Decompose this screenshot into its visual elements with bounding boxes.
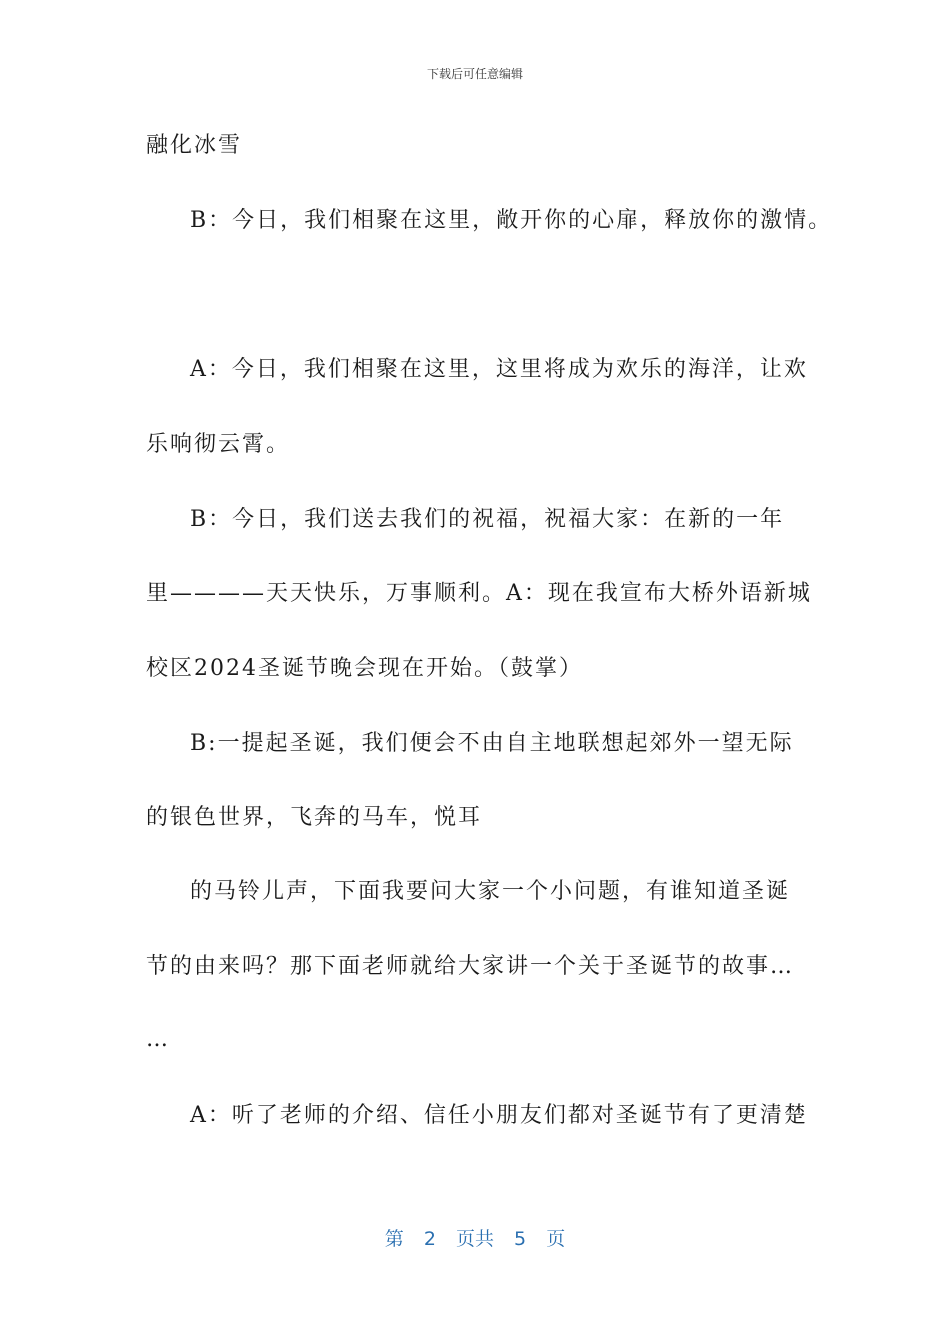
text-line: B:一提起圣诞，我们便会不由自主地联想起郊外一望无际 (190, 731, 794, 756)
text-line: 的银色世界，飞奔的马车，悦耳 (146, 805, 483, 830)
page-footer (0, 1226, 950, 1252)
text-line: 融化冰雪 (146, 133, 243, 158)
text-line: 乐响彻云霄。 (146, 432, 291, 457)
footer-total-pages: 5 (514, 1228, 527, 1250)
text-line: 节的由来吗？那下面老师就给大家讲一个关于圣诞节的故事… (146, 954, 795, 979)
text-line: 的马铃儿声，下面我要问大家一个小问题，有谁知道圣诞 (190, 879, 791, 904)
page-header-note: 下载后可任意编辑 (426, 67, 523, 81)
text-line: A：今日，我们相聚在这里，这里将成为欢乐的海洋，让欢 (190, 357, 808, 382)
footer-prefix: 第 (384, 1228, 404, 1250)
text-line: 校区2024圣诞节晚会现在开始。（鼓掌） (146, 656, 583, 681)
footer-suffix: 页 (546, 1228, 566, 1250)
footer-current-page: 2 (423, 1228, 436, 1250)
footer-middle: 页共 (455, 1228, 494, 1250)
text-line: A：听了老师的介绍、信任小朋友们都对圣诞节有了更清楚 (190, 1103, 808, 1128)
text-line: B：今日，我们相聚在这里，敞开你的心扉，释放你的激情。 (190, 208, 833, 233)
text-line: B：今日，我们送去我们的祝福，祝福大家：在新的一年 (190, 507, 785, 532)
text-line: 里————天天快乐，万事顺利。A：现在我宣布大桥外语新城 (146, 581, 812, 606)
text-line: … (146, 1027, 170, 1052)
